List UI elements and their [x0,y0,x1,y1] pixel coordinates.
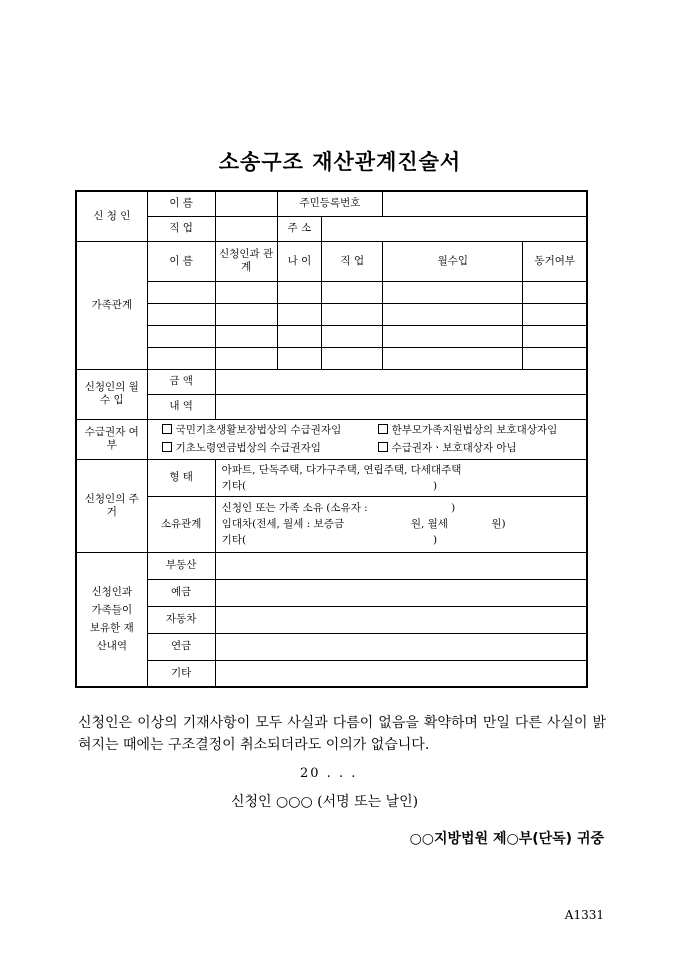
applicant-section-label: 신 청 인 [76,191,147,241]
signature-line[interactable]: 신청인 ○○○ (서명 또는 날인) [231,794,419,810]
property-statement-form [75,190,588,688]
family-header-age: 나 이 [277,241,322,281]
recipient-option-1[interactable]: 국민기초생활보장법상의 수급권자임 [162,421,378,439]
checkbox-icon[interactable] [162,442,172,452]
family-row [76,325,587,347]
asset-field-pension[interactable] [215,633,587,660]
family-row [76,303,587,325]
family-row [76,281,587,303]
income-detail-field[interactable] [215,394,587,419]
address-field[interactable] [322,216,587,241]
asset-field-other[interactable] [215,660,587,687]
family-header-relation: 신청인과 관계 [215,241,277,281]
income-section-label: 신청인의 월 수 입 [76,369,147,419]
name-field[interactable] [215,191,277,216]
residence-ownership-label: 소유관계 [147,496,215,552]
recipient-option-2[interactable]: 한부모가족지원법상의 보호대상자임 [378,421,558,439]
asset-label-realestate: 부동산 [147,552,215,579]
job-field[interactable] [215,216,277,241]
recipient-options [147,419,587,459]
family-header-name: 이 름 [147,241,215,281]
residence-ownership-field[interactable]: 신청인 또는 가족 소유 (소유자 : ) 임대차(전세, 월세 : 보증금 원, 월세 원) 기타( ) [215,496,587,552]
checkbox-icon[interactable] [378,442,388,452]
family-section-label: 가족관계 [76,241,147,369]
recipient-option-3[interactable]: 기초노령연금법상의 수급권자임 [162,439,378,457]
job-label: 직 업 [147,216,215,241]
asset-label-pension: 연금 [147,633,215,660]
income-amount-label: 금 액 [147,369,215,394]
asset-field-deposit[interactable] [215,579,587,606]
rrn-field[interactable] [383,191,587,216]
family-header-cohabit: 동거여부 [523,241,587,281]
residence-type-label: 형 태 [147,459,215,496]
family-header-income: 월수입 [383,241,523,281]
name-label: 이 름 [147,191,215,216]
asset-label-deposit: 예금 [147,579,215,606]
income-amount-field[interactable] [215,369,587,394]
asset-label-other: 기타 [147,660,215,687]
page-title: 소송구조 재산관계진술서 [218,150,462,174]
address-label: 주 소 [277,216,322,241]
recipient-section-label: 수급권자 여 부 [76,419,147,459]
family-row [76,347,587,369]
rrn-label: 주민등록번호 [277,191,383,216]
asset-field-car[interactable] [215,606,587,633]
date-line[interactable]: 20 . . . [300,766,358,781]
residence-type-field[interactable]: 아파트, 단독주택, 다가구주택, 연립주택, 다세대주택 기타( ) [215,459,587,496]
asset-label-car: 자동차 [147,606,215,633]
court-line: ○○지방법원 제○부(단독) 귀중 [409,831,604,847]
income-detail-label: 내 역 [147,394,215,419]
asset-field-realestate[interactable] [215,552,587,579]
residence-section-label: 신청인의 주 거 [76,459,147,552]
form-code: A1331 [564,908,604,922]
checkbox-icon[interactable] [162,424,172,434]
family-header-job: 직 업 [322,241,383,281]
assets-section-label: 신청인과 가족들이 보유한 재산내역 [76,552,147,687]
pledge-text: 신청인은 이상의 기재사항이 모두 사실과 다름이 없음을 확약하며 만일 다른 사실이 밝혀지는 때에는 구조결정이 취소되더라도 이의가 없습니다. [78,715,606,753]
checkbox-icon[interactable] [378,424,388,434]
recipient-option-4[interactable]: 수급권자ㆍ보호대상자 아님 [378,439,517,457]
